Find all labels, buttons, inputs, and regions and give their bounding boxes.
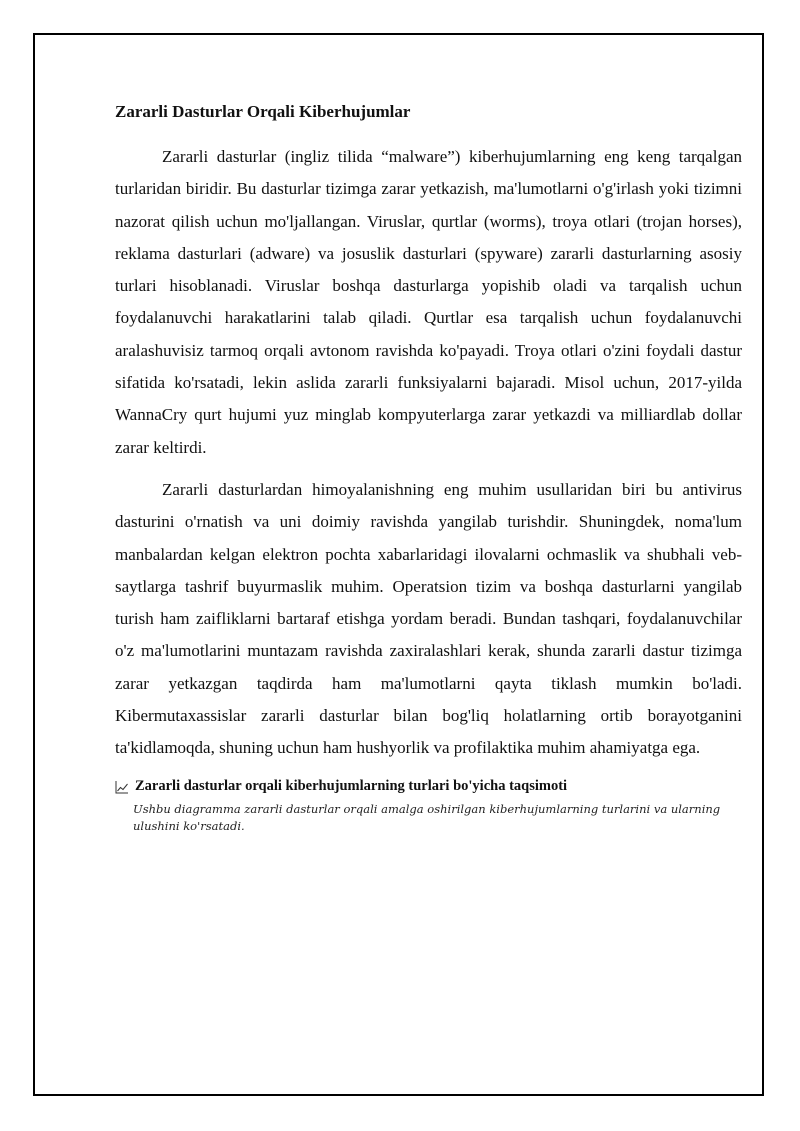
figure-description: Ushbu diagramma zararli dasturlar orqali amalga oshirilgan kiberhujumlarning turlarini va ularning ulushini ko'rsatadi.: [133, 801, 721, 833]
document-body: [115, 97, 742, 835]
paragraph-malware-types: Zararli dasturlar (ingliz tilida “malware”) kiberhujumlarning eng keng tarqalgan turlaridan biridir. Bu dasturlar tizimga zarar yetkazish, ma'lumotlarni o'g'irlash yoki tizimni nazorat qilish uchun mo'ljallangan. Viruslar, qurtlar (worms), troya otlari (trojan horses), reklama dasturlari (adware) va josuslik dasturlari (spyware) zararli dasturlarning asosiy turlari hisoblanadi. Viruslar boshqa dasturlarga yopishib oladi va tarqalish uchun foydalanuvchi harakatlarini talab qiladi. Qurtlar esa tarqalish uchun foydalanuvchi aralashuvisiz tarmoq orqali avtonom ravishda ko'payadi. Troya otlari o'zini foydali dastur sifatida ko'rsatadi, lekin aslida zararli funksiyalarni bajaradi. Misol uchun, 2017-yilda WannaCry qurt hujumi yuz minglab kompyuterlarga zarar yetkazdi va milliardlab dollar zarar keltirdi.: [115, 147, 742, 457]
paragraph-protection-methods: Zararli dasturlardan himoyalanishning eng muhim usullaridan biri bu antivirus dasturini o'rnatish va uni doimiy ravishda yangilab turishdir. Shuningdek, noma'lum manbalardan kelgan elektron pochta xabarlaridagi ilovalarni ochmaslik va shubhali veb-saytlarga tashrif buyurmaslik muhim. Operatsion tizim va boshqa dasturlarni yangilab turish ham zaifliklarni bartaraf etishga yordam beradi. Bundan tashqari, foydalanuvchilar o'z ma'lumotlarini muntazam ravishda zaxiralashlari kerak, shunda zararli dastur tizimga zarar yetkazgan taqdirda ham ma'lumotlarni qayta tiklash mumkin bo'ladi. Kibermutaxassislar zararli dasturlar bilan bog'liq holatlarning ortib borayotganini ta'kidlamoqda, shuning uchun ham hushyorlik va profilaktika muhim ahamiyatga ega.: [115, 479, 742, 758]
chart-line-icon: [115, 779, 129, 793]
figure-caption: [115, 775, 742, 797]
document-title: Zararli Dasturlar Orqali Kiberhujumlar: [115, 102, 411, 121]
figure-caption-text: Zararli dasturlar orqali kiberhujumlarning turlari bo'yicha taqsimoti: [135, 777, 568, 794]
